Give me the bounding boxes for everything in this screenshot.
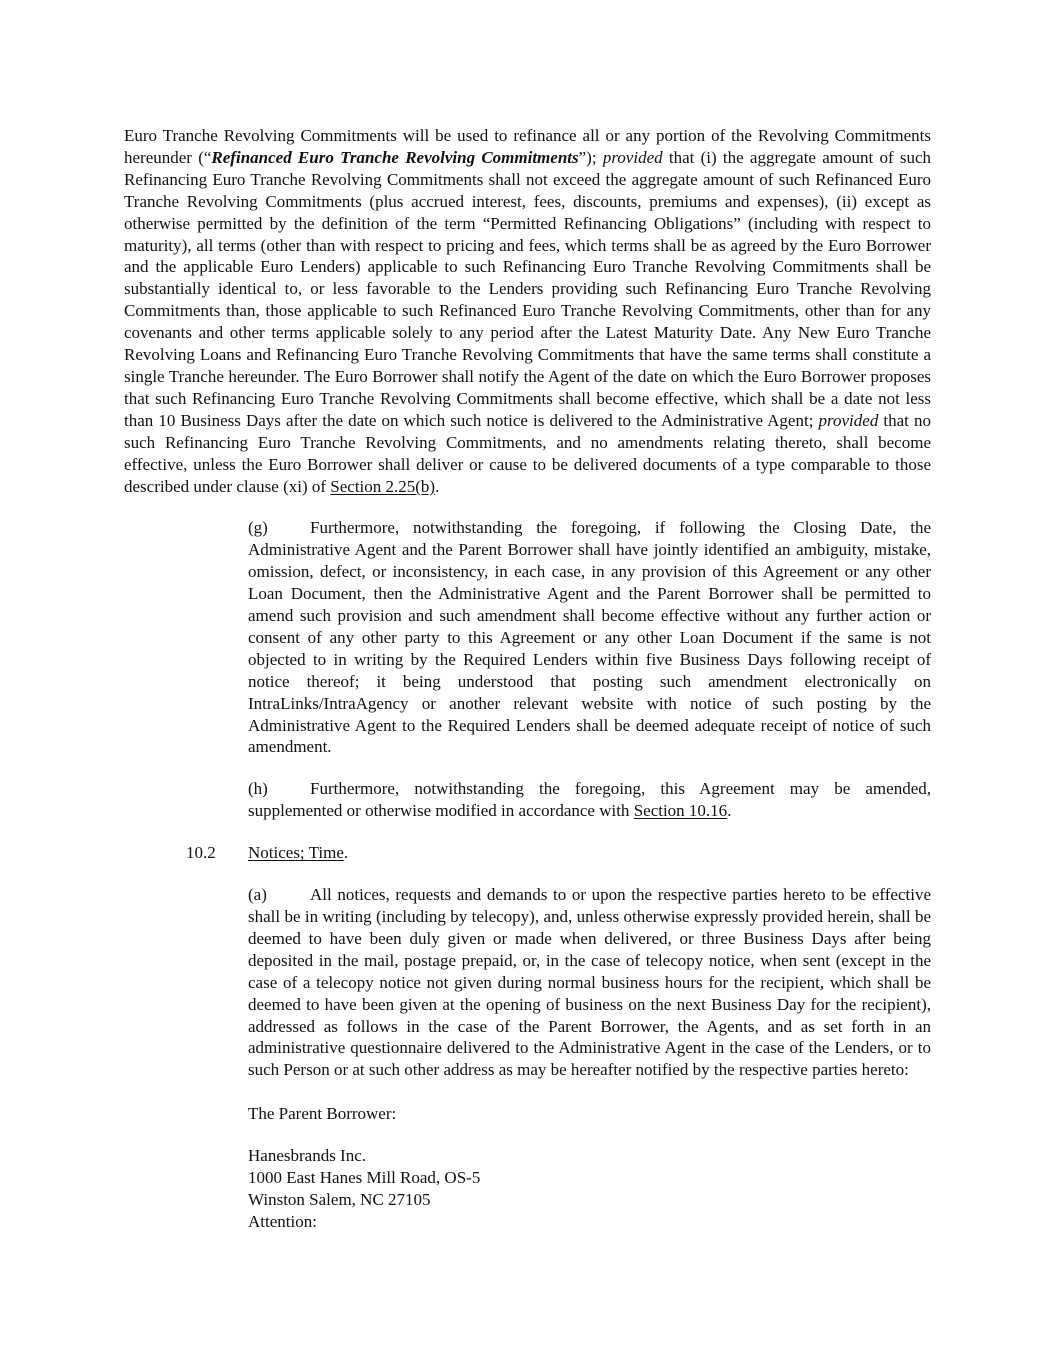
address-line: 1000 East Hanes Mill Road, OS-5 — [248, 1168, 481, 1188]
section-heading-10-2 — [124, 842, 931, 864]
section-2-25-b-reference: Section 2.25(b) — [330, 476, 436, 496]
provided-term: provided — [818, 410, 879, 430]
section-title-period: . — [343, 843, 349, 863]
paragraph-a-label: (a) — [248, 885, 267, 905]
defined-term: Refinanced Euro Tranche Revolving Commitments — [211, 147, 579, 167]
provided-term: provided — [602, 147, 663, 167]
continuation-text: that no such Refinancing Euro Tranche Revolving Commitments, and no amendments relating thereto, shall become effective, unless the Euro Borrower shall deliver or cause to be delivered documents of a type comparable to those described under clause (xi) of — [124, 410, 931, 496]
paragraph-g — [124, 517, 931, 758]
address-line: Winston Salem, NC 27105 — [248, 1189, 431, 1209]
paragraph-h-text: . — [727, 801, 732, 821]
paragraph-g-label: (g) — [248, 518, 268, 538]
continuation-text: . — [435, 476, 440, 496]
paragraph-h-label: (h) — [248, 779, 268, 799]
section-10-16-reference: Section 10.16 — [633, 801, 728, 821]
continuation-text: ”); — [578, 147, 603, 167]
paragraph-h — [124, 778, 931, 822]
address-label: The Parent Borrower: — [248, 1104, 397, 1124]
address-line: Attention: — [248, 1211, 317, 1231]
section-title: Notices; Time — [248, 843, 344, 863]
document-page — [124, 125, 931, 1233]
paragraph-a — [124, 884, 931, 1081]
paragraph-h-text: Furthermore, notwithstanding the foregoing, this Agreement may be amended, supplemented or otherwise modified in accordance with — [248, 779, 931, 821]
section-number: 10.2 — [186, 843, 216, 863]
continuation-text: Euro Tranche Revolving Commitments will be used to refinance all or any portion of the Revolving Commitments hereunder (“ — [124, 126, 931, 167]
continuation-text: that (i) the aggregate amount of such Refinancing Euro Tranche Revolving Commitments shall not exceed the aggregate amount of such Refinanced Euro Tranche Revolving Commitments (plus accrued interest, fees, discounts, premiums and expenses), (ii) except as otherwise permitted by the definition of the term “Permitted Refinancing Obligations” (including with respect to maturity), all terms (other than with respect to pricing and fees, which terms shall be as agreed by the Euro Borrower and the applicable Euro Lenders) applicable to such Refinancing Euro Tranche Revolving Commitments shall be substantially identical to, or less favorable to the Lenders providing such Refinancing Euro Tranche Revolving Commitments than, those applicable to such Refinanced Euro Tranche Revolving Commitments, other than for any covenants and other terms applicable solely to any period after the Latest Maturity Date. Any New Euro Tranche Revolving Loans and Refinancing Euro Tranche Revolving Commitments that have the same terms shall constitute a single Tranche hereunder. The Euro Borrower shall notify the Agent of the date on which the Euro Borrower proposes that such Refinancing Euro Tranche Revolving Commitments shall become effective, which shall be a date not less than 10 Business Days after the date on which such notice is delivered to the Administrative Agent; — [124, 147, 932, 430]
continuation-paragraph — [124, 125, 931, 497]
paragraph-g-text: Furthermore, notwithstanding the foregoing, if following the Closing Date, the Administrative Agent and the Parent Borrower shall have jointly identified an ambiguity, mistake, omission, defect, or inconsistency, in each case, in any provision of this Agreement or any other Loan Document, then the Administrative Agent and the Parent Borrower shall be permitted to amend such provision and such amendment shall become effective without any further action or consent of any other party to this Agreement or any other Loan Document if the same is not objected to in writing by the Required Lenders within five Business Days following receipt of notice thereof; it being understood that posting such amendment electronically on IntraLinks/IntraAgency or another relevant website with notice of such posting by the Administrative Agent to the Required Lenders shall be deemed adequate receipt of notice of such amendment. — [248, 518, 931, 757]
address-block — [248, 1145, 931, 1233]
address-line: Hanesbrands Inc. — [248, 1146, 367, 1166]
paragraph-a-text: All notices, requests and demands to or upon the respective parties hereto to be effective shall be in writing (including by telecopy), and, unless otherwise expressly provided herein, shall be deemed to have been duly given or made when delivered, or three Business Days after being deposited in the mail, postage prepaid, or, in the case of telecopy notice, when sent (except in the case of a telecopy notice not given during normal business hours for the recipient, which shall be deemed to have been given at the opening of business on the next Business Day for the recipient), addressed as follows in the case of the Parent Borrower, the Agents, and as set forth in an administrative questionnaire delivered to the Administrative Agent in the case of the Lenders, or to such Person or at such other address as may be hereafter notified by the respective parties hereto: — [248, 885, 931, 1080]
